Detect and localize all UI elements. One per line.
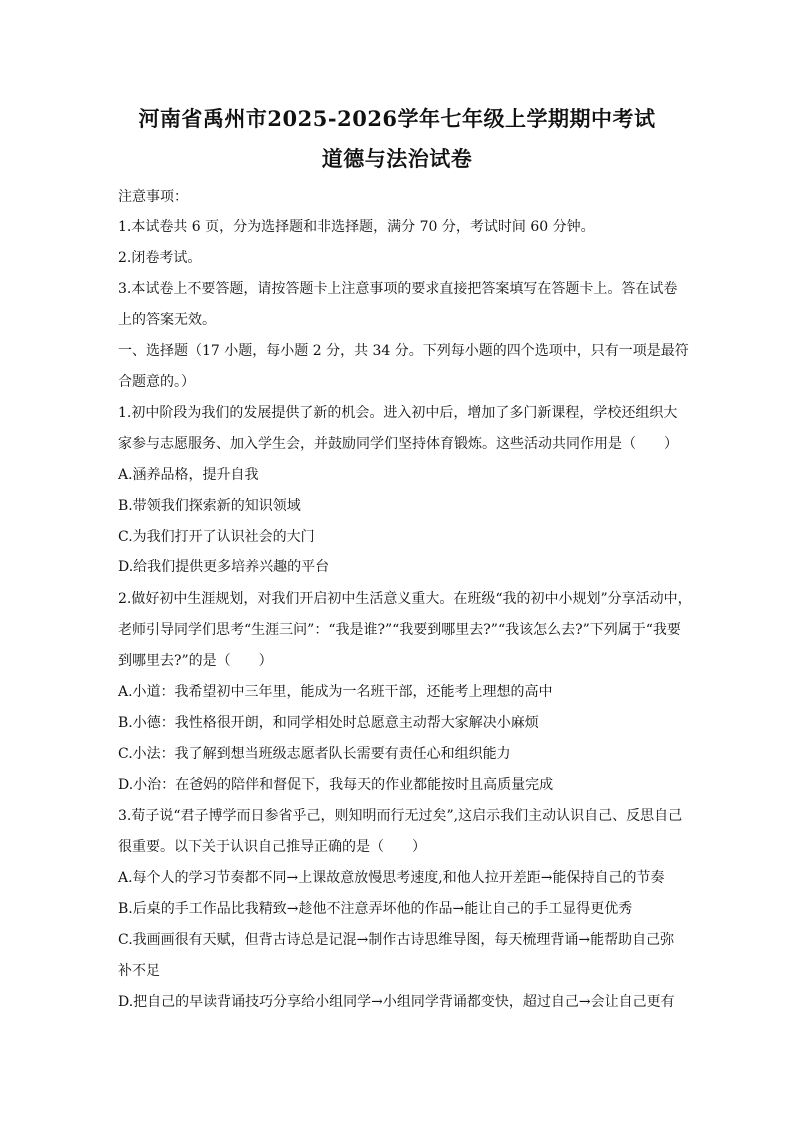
notice-item-3-cont: 上的答案无效。 [118, 312, 216, 328]
question-1-option-d: D.给我们提供更多培养兴趣的平台 [118, 559, 330, 575]
notice-item-1: 1.本试卷共 6 页，分为选择题和非选择题，满分 70 分，考试时间 60 分钟。 [118, 219, 595, 235]
question-3-option-d: D.把自己的早读背诵技巧分享给小组同学→小组同学背诵都变快，超过自己→会让自己更有 [118, 994, 675, 1010]
question-3-option-a: A.每个人的学习节奏都不同→上课故意放慢思考速度,和他人拉开差距→能保持自己的节奏 [118, 870, 665, 886]
question-2-stem-cont: 老师引导同学们思考“生涯三问”：“我是谁?”“我要到哪里去?”“我该怎么去?”下列属于“我要 [118, 622, 681, 638]
question-1-option-c: C.为我们打开了认识社会的大门 [118, 529, 315, 545]
question-3-option-b: B.后桌的手工作品比我精致→趁他不注意弄坏他的作品→能让自己的手工显得更优秀 [118, 901, 633, 917]
notice-item-3: 3.本试卷上不要答题，请按答题卡上注意事项的要求直接把答案填写在答题卡上。答在试卷 [118, 281, 678, 297]
section-heading-cont: 合题意的。） [118, 374, 195, 390]
question-2-option-d: D.小治：在爸妈的陪伴和督促下，我每天的作业都能按时且高质量完成 [118, 777, 554, 793]
exam-subject-title: 道德与法治试卷 [321, 146, 473, 171]
question-1-option-b: B.带领我们探索新的知识领域 [118, 498, 301, 514]
notice-item-2: 2.闭卷考试。 [118, 250, 202, 266]
question-1-stem-cont: 家参与志愿服务、加入学生会，并鼓励同学们坚持体育锻炼。这些活动共同作用是（ ） [118, 436, 678, 452]
question-3-stem-cont: 很重要。以下关于认识自己推导正确的是（ ） [118, 839, 426, 855]
exam-title: 河南省禹州市2025-2026学年七年级上学期期中考试 [138, 106, 656, 131]
question-2-stem-cont: 到哪里去?”的是（ ） [118, 653, 273, 669]
question-3-option-c-cont: 补不足 [118, 963, 160, 979]
question-3-option-c: C.我画画很有天赋，但背古诗总是记混→制作古诗思维导图，每天梳理背诵→能帮助自己弥 [118, 932, 675, 948]
question-2-option-a: A.小道：我希望初中三年里，能成为一名班干部，还能考上理想的高中 [118, 684, 553, 700]
notice-heading: 注意事项： [118, 189, 188, 205]
question-2-stem: 2.做好初中生涯规划，对我们开启初中生活意义重大。在班级“我的初中小规划”分享活动中， [118, 591, 692, 607]
question-1-option-a: A.涵养品格，提升自我 [118, 467, 259, 483]
section-heading: 一、选择题（17 小题，每小题 2 分，共 34 分。下列每小题的四个选项中，只有一项是最符 [118, 343, 689, 359]
question-1-stem: 1.初中阶段为我们的发展提供了新的机会。进入初中后，增加了多门新课程，学校还组织大 [118, 405, 678, 421]
question-3-stem: 3.荀子说“君子博学而日参省乎己，则知明而行无过矣”,这启示我们主动认识自己、反思自己 [118, 808, 683, 824]
question-2-option-c: C.小法：我了解到想当班级志愿者队长需要有责任心和组织能力 [118, 746, 511, 762]
question-2-option-b: B.小德：我性格很开朗，和同学相处时总愿意主动帮大家解决小麻烦 [118, 715, 539, 731]
